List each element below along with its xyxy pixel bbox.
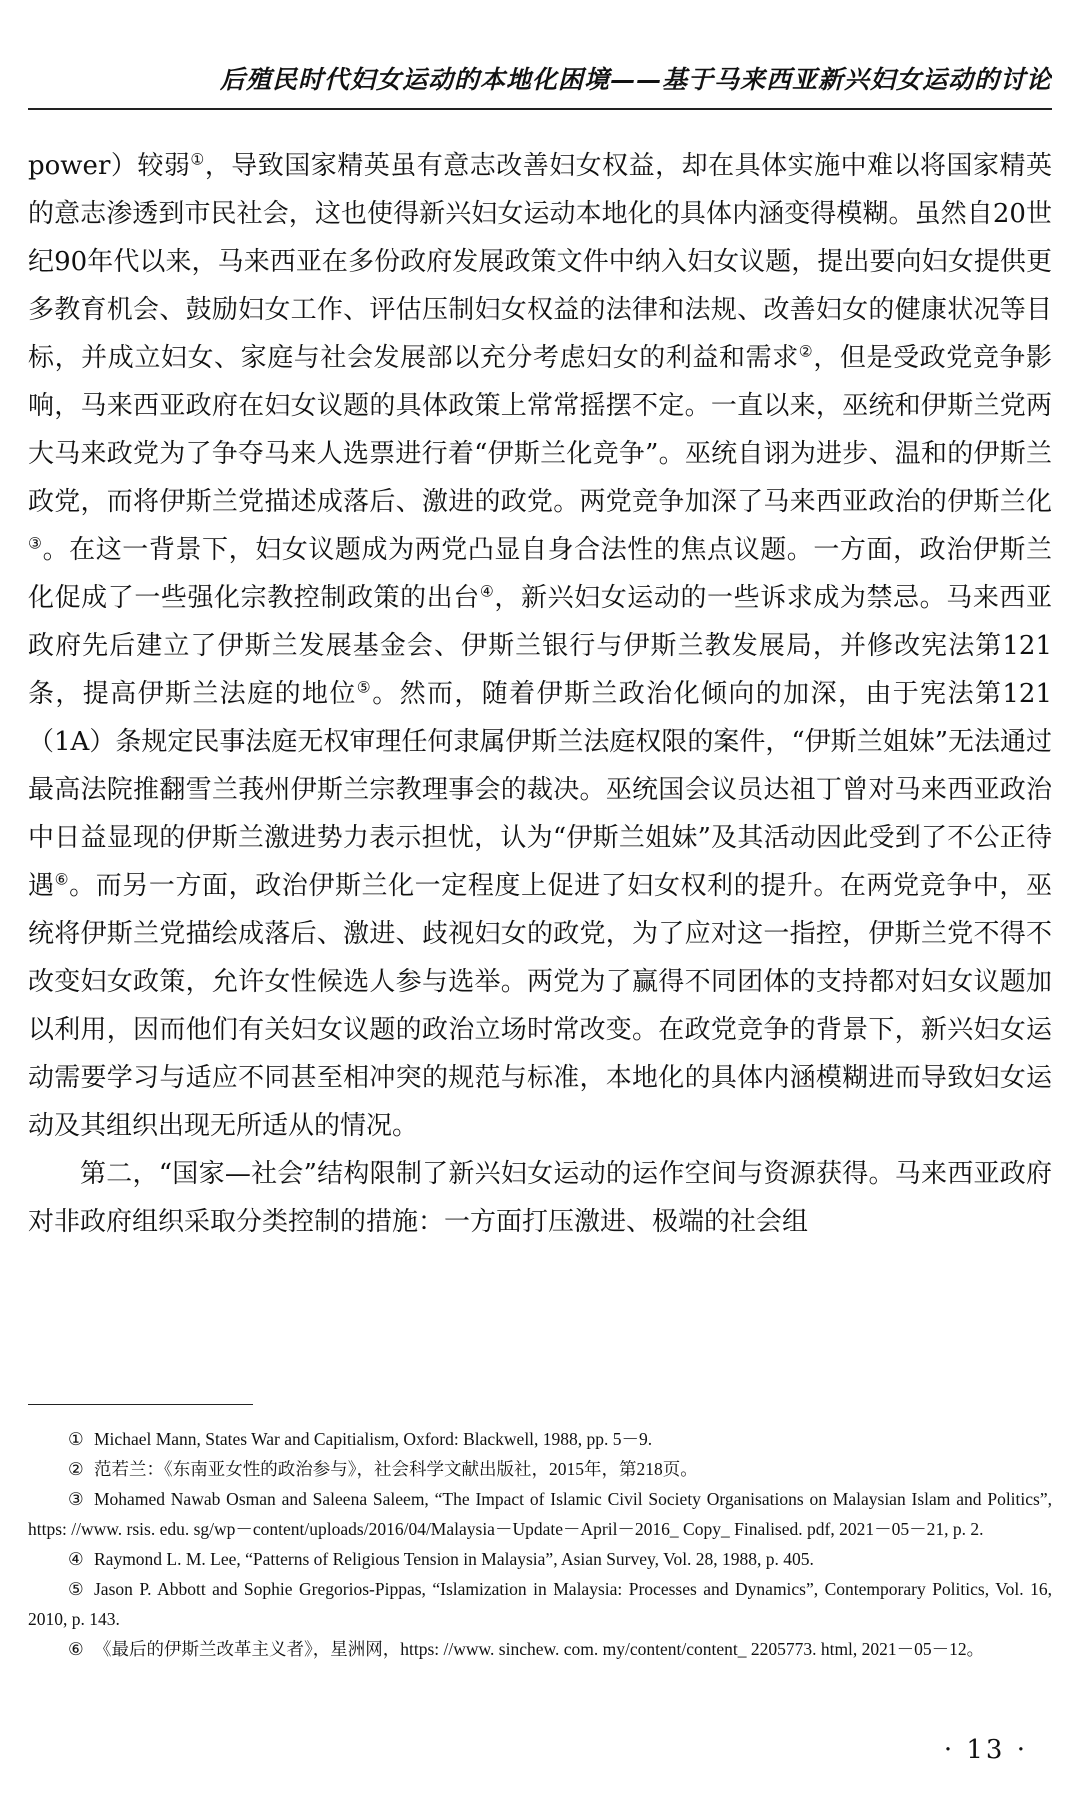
text-segment: ，新兴妇女运动的一些诉求成为禁忌。马来西亚政府先后建立了伊斯兰发展基金会、伊斯兰银行与伊斯兰教发展局，并修改宪法第121条，提高伊斯兰法庭的地位 xyxy=(28,583,1052,709)
body-text xyxy=(28,142,1052,1392)
footnote-5 xyxy=(28,1574,1052,1634)
footnote-ref-3[interactable]: ③ xyxy=(28,534,43,553)
running-header: 后殖民时代妇女运动的本地化困境——基于马来西亚新兴妇女运动的讨论 xyxy=(28,56,1052,110)
footnote-text: Raymond L. M. Lee, “Patterns of Religious Tension in Malaysia”, Asian Survey, Vol. 28, 1988, p. 405. xyxy=(94,1549,814,1569)
footnote-ref-2[interactable]: ② xyxy=(798,342,814,361)
footnote-number: ④ xyxy=(68,1549,84,1569)
footnote-text: Jason P. Abbott and Sophie Gregorios-Pippas, “Islamization in Malaysia: Processes and Dynamics”, Contemporary Politics, Vol. 16, 2010, p. 143. xyxy=(28,1579,1052,1629)
footnote-text: 范若兰：《东南亚女性的政治参与》，社会科学文献出版社，2015年，第218页。 xyxy=(94,1459,698,1479)
text-segment: 。而另一方面，政治伊斯兰化一定程度上促进了妇女权利的提升。在两党竞争中，巫统将伊斯兰党描绘成落后、激进、歧视妇女的政党，为了应对这一指控，伊斯兰党不得不改变妇女政策，允许女性候选人参与选举。两党为了赢得不同团体的支持都对妇女议题加以利用，因而他们有关妇女议题的政治立场时常改变。在政党竞争的背景下，新兴妇女运动需要学习与适应不同甚至相冲突的规范与标准，本地化的具体内涵模糊进而导致妇女运动及其组织出现无所适从的情况。 xyxy=(28,871,1052,1141)
footnote-number: ③ xyxy=(68,1489,84,1509)
footnote-ref-4[interactable]: ④ xyxy=(479,582,495,601)
footnote-6 xyxy=(28,1634,1052,1664)
text-segment: 。在这一背景下，妇女议题成为两党凸显自身合法性的焦点议题。一方面，政治伊斯兰化促成了一些强化宗教控制政策的出台 xyxy=(28,535,1052,613)
paragraph-1 xyxy=(28,142,1052,1150)
footnote-ref-1[interactable]: ① xyxy=(190,150,205,169)
text-segment: power）较弱 xyxy=(28,151,191,181)
footnote-number: ① xyxy=(68,1429,84,1449)
footnote-text: Michael Mann, States War and Capitialism, Oxford: Blackwell, 1988, pp. 5－9. xyxy=(94,1429,653,1449)
footnote-ref-6[interactable]: ⑥ xyxy=(54,870,70,889)
footnote-ref-5[interactable]: ⑤ xyxy=(356,678,373,697)
footnote-number: ② xyxy=(68,1459,84,1479)
paragraph-2: 第二，“国家—社会”结构限制了新兴妇女运动的运作空间与资源获得。马来西亚政府对非政府组织采取分类控制的措施：一方面打压激进、极端的社会组 xyxy=(28,1159,1052,1237)
footnote-number: ⑥ xyxy=(68,1639,84,1659)
page-number: · 13 · xyxy=(943,1735,1028,1765)
footnote-number: ⑤ xyxy=(68,1579,84,1599)
text-segment: 。然而，随着伊斯兰政治化倾向的加深，由于宪法第121（1A）条规定民事法庭无权审理任何隶属伊斯兰法庭权限的案件，“伊斯兰姐妹”无法通过最高法院推翻雪兰莪州伊斯兰宗教理事会的裁决。巫统国会议员达祖丁曾对马来西亚政治中日益显现的伊斯兰激进势力表示担忧，认为“伊斯兰姐妹”及其活动因此受到了不公正待遇 xyxy=(28,679,1052,901)
text-segment: ，导致国家精英虽有意志改善妇女权益，却在具体实施中难以将国家精英的意志渗透到市民社会，这也使得新兴妇女运动本地化的具体内涵变得模糊。虽然自20世纪90年代以来，马来西亚在多份政府发展政策文件中纳入妇女议题，提出要向妇女提供更多教育机会、鼓励妇女工作、评估压制妇女权益的法律和法规、改善妇女的健康状况等目标，并成立妇女、家庭与社会发展部以充分考虑妇女的利益和需求 xyxy=(28,151,1052,373)
footnote-2 xyxy=(28,1454,1052,1484)
footnote-text: 《最后的伊斯兰改革主义者》，星洲网，https: //www. sinchew. com. my/content/content_ 2205773. html, 2021－05－12。 xyxy=(94,1639,985,1659)
footnote-divider xyxy=(28,1404,253,1405)
text-segment: ，但是受政党竞争影响，马来西亚政府在妇女议题的具体政策上常常摇摆不定。一直以来，巫统和伊斯兰党两大马来政党为了争夺马来人选票进行着“伊斯兰化竞争”。巫统自诩为进步、温和的伊斯兰政党，而将伊斯兰党描述成落后、激进的政党。两党竞争加深了马来西亚政治的伊斯兰化 xyxy=(28,343,1052,517)
footnote-text: Mohamed Nawab Osman and Saleena Saleem, “The Impact of Islamic Civil Society Organisations on Malaysian Islam and Politics”, https: //www. rsis. edu. sg/wp－content/uploads/2016/04/Malaysia－Update－April－2016_ Copy_ Finalised. pdf, 2021－05－21, p. 2. xyxy=(28,1489,1052,1539)
footnotes xyxy=(28,1424,1052,1724)
footnote-3 xyxy=(28,1484,1052,1544)
footnote-1 xyxy=(28,1424,1052,1454)
footnote-4 xyxy=(28,1544,1052,1574)
